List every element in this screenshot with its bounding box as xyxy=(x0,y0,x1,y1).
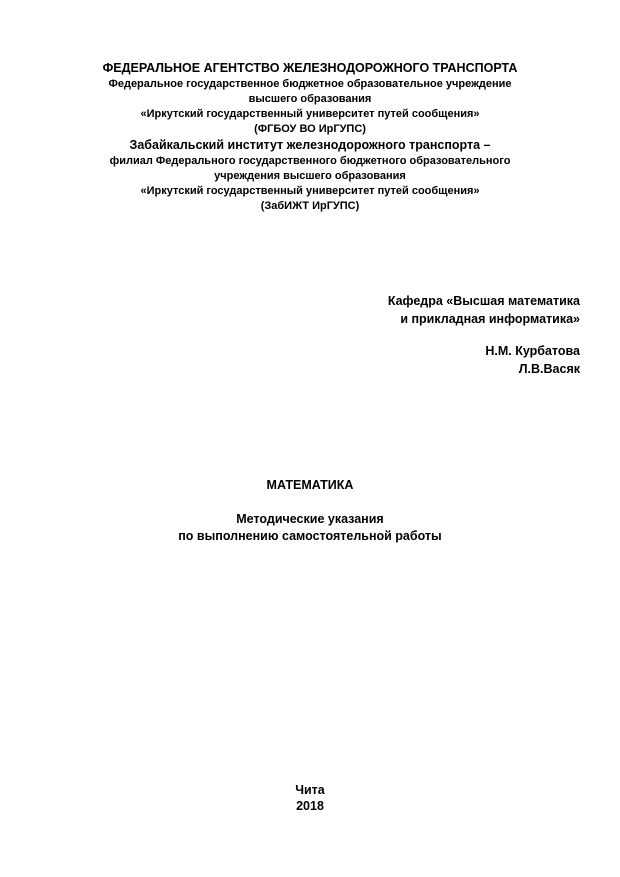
university-line-1: Федеральное государственное бюджетное образовательное учреждение xyxy=(108,78,512,90)
university-line-3: «Иркутский государственный университет путей сообщения» xyxy=(140,108,480,120)
document-title-text: МАТЕМАТИКА xyxy=(266,478,354,492)
authors xyxy=(485,342,580,378)
title-page-header xyxy=(0,60,620,214)
author-2: Л.В.Васяк xyxy=(518,362,580,376)
branch-line-1: филиал Федерального государственного бюджетного образовательного xyxy=(109,155,511,167)
institute-name: Забайкальский институт железнодорожного транспорта – xyxy=(129,138,491,152)
imprint xyxy=(0,782,620,814)
branch-line-4: (ЗабИЖТ ИрГУПС) xyxy=(260,200,360,212)
author-1: Н.М. Курбатова xyxy=(485,344,580,358)
document-subtitle xyxy=(0,511,620,545)
university-line-4: (ФГБОУ ВО ИрГУПС) xyxy=(254,123,366,135)
branch-line-3: «Иркутский государственный университет путей сообщения» xyxy=(140,185,480,197)
department-line-1: Кафедра «Высшая математика xyxy=(387,294,580,308)
university-line-2: высшего образования xyxy=(248,93,372,105)
document-title xyxy=(0,477,620,493)
imprint-year: 2018 xyxy=(296,799,324,813)
branch-line-2: учреждения высшего образования xyxy=(214,170,406,182)
agency-name: ФЕДЕРАЛЬНОЕ АГЕНТСТВО ЖЕЛЕЗНОДОРОЖНОГО ТРАНСПОРТА xyxy=(102,61,518,75)
subtitle-line-1: Методические указания xyxy=(236,512,384,526)
imprint-city: Чита xyxy=(295,783,325,797)
subtitle-line-2: по выполнению самостоятельной работы xyxy=(178,529,442,543)
department xyxy=(388,292,580,328)
department-line-2: и прикладная информатика» xyxy=(400,312,580,326)
